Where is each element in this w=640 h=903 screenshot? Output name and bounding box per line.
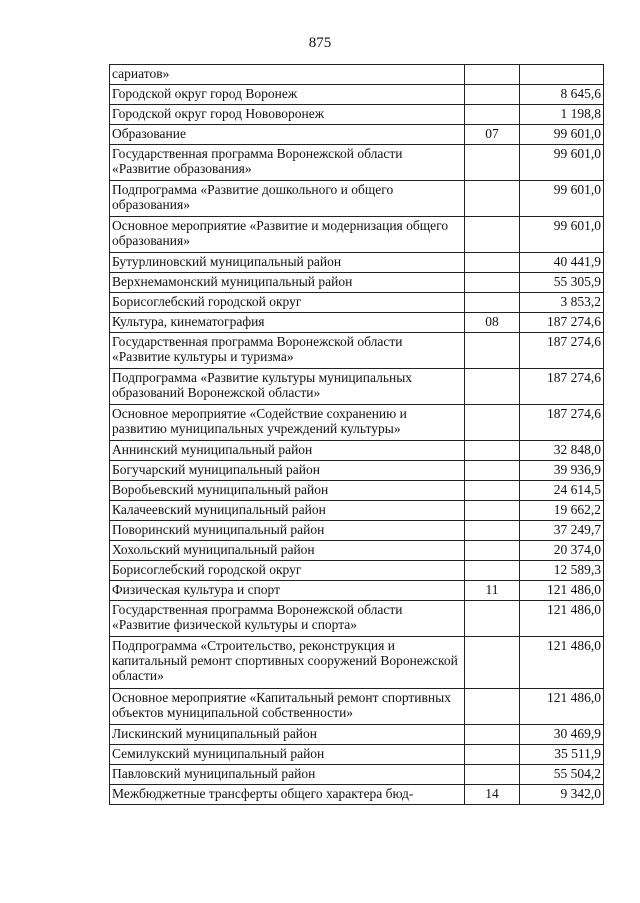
row-code <box>465 65 520 85</box>
table-row <box>110 333 604 369</box>
table-row <box>110 145 604 181</box>
page-number: 875 <box>308 35 332 51</box>
row-code <box>465 85 520 105</box>
table-row <box>110 181 604 217</box>
row-name: Павловский муниципальный район <box>110 765 465 785</box>
row-code <box>465 105 520 125</box>
row-name: Калачеевский муниципальный район <box>110 501 465 521</box>
row-amount: 99 601,0 <box>520 145 604 181</box>
row-amount: 32 848,0 <box>520 441 604 461</box>
row-name: Государственная программа Воронежской области «Развитие культуры и туризма» <box>110 333 465 369</box>
table-row <box>110 461 604 481</box>
row-code <box>465 521 520 541</box>
row-amount: 24 614,5 <box>520 481 604 501</box>
row-code <box>465 369 520 405</box>
table-row <box>110 745 604 765</box>
row-code <box>465 689 520 725</box>
row-amount: 187 274,6 <box>520 369 604 405</box>
row-name: Аннинский муниципальный район <box>110 441 465 461</box>
row-name: Верхнемамонский муниципальный район <box>110 273 465 293</box>
row-name: Физическая культура и спорт <box>110 581 465 601</box>
table-row <box>110 217 604 253</box>
row-amount: 187 274,6 <box>520 313 604 333</box>
row-code <box>465 501 520 521</box>
row-amount: 121 486,0 <box>520 601 604 637</box>
row-name: Основное мероприятие «Содействие сохранению и развитию муниципальных учреждений культуры» <box>110 405 465 441</box>
row-code <box>465 145 520 181</box>
row-name: Семилукский муниципальный район <box>110 745 465 765</box>
row-amount: 3 853,2 <box>520 293 604 313</box>
table-row <box>110 253 604 273</box>
table-row <box>110 601 604 637</box>
row-amount: 55 504,2 <box>520 765 604 785</box>
table-row <box>110 581 604 601</box>
row-name: Бутурлиновский муниципальный район <box>110 253 465 273</box>
row-amount: 121 486,0 <box>520 581 604 601</box>
table-row <box>110 637 604 689</box>
row-amount: 121 486,0 <box>520 637 604 689</box>
row-name: Богучарский муниципальный район <box>110 461 465 481</box>
table-row <box>110 765 604 785</box>
table-row <box>110 785 604 805</box>
row-amount: 30 469,9 <box>520 725 604 745</box>
table-row <box>110 441 604 461</box>
table-row <box>110 689 604 725</box>
row-amount: 187 274,6 <box>520 333 604 369</box>
row-amount: 187 274,6 <box>520 405 604 441</box>
table-row <box>110 369 604 405</box>
row-amount: 12 589,3 <box>520 561 604 581</box>
row-code <box>465 217 520 253</box>
table-row <box>110 125 604 145</box>
row-code <box>465 765 520 785</box>
budget-table <box>109 64 604 805</box>
row-amount: 20 374,0 <box>520 541 604 561</box>
table-row <box>110 725 604 745</box>
row-name: Борисоглебский городской округ <box>110 293 465 313</box>
row-name: Подпрограмма «Развитие дошкольного и общего образования» <box>110 181 465 217</box>
table-row <box>110 273 604 293</box>
row-name: Подпрограмма «Строительство, реконструкция и капитальный ремонт спортивных сооружений Воронежской области» <box>110 637 465 689</box>
row-code <box>465 461 520 481</box>
row-name: сариатов» <box>110 65 465 85</box>
table-row <box>110 85 604 105</box>
table-row <box>110 65 604 85</box>
row-code: 07 <box>465 125 520 145</box>
table-row <box>110 481 604 501</box>
row-code <box>465 293 520 313</box>
row-name: Воробьевский муниципальный район <box>110 481 465 501</box>
row-name: Культура, кинематография <box>110 313 465 333</box>
row-code <box>465 561 520 581</box>
row-code <box>465 405 520 441</box>
row-amount: 37 249,7 <box>520 521 604 541</box>
row-name: Государственная программа Воронежской области «Развитие образования» <box>110 145 465 181</box>
row-code <box>465 333 520 369</box>
row-amount: 1 198,8 <box>520 105 604 125</box>
row-amount: 55 305,9 <box>520 273 604 293</box>
table-row <box>110 105 604 125</box>
row-code <box>465 601 520 637</box>
row-code <box>465 481 520 501</box>
table-row <box>110 313 604 333</box>
row-code: 08 <box>465 313 520 333</box>
table-row <box>110 561 604 581</box>
row-name: Основное мероприятие «Капитальный ремонт спортивных объектов муниципальной собственности» <box>110 689 465 725</box>
row-amount: 99 601,0 <box>520 181 604 217</box>
row-code <box>465 637 520 689</box>
row-amount: 39 936,9 <box>520 461 604 481</box>
row-code <box>465 745 520 765</box>
row-amount <box>520 65 604 85</box>
row-name: Поворинский муниципальный район <box>110 521 465 541</box>
row-name: Основное мероприятие «Развитие и модернизация общего образования» <box>110 217 465 253</box>
row-code <box>465 181 520 217</box>
table-row <box>110 293 604 313</box>
row-code <box>465 725 520 745</box>
row-name: Государственная программа Воронежской области «Развитие физической культуры и спорта» <box>110 601 465 637</box>
row-name: Лискинский муниципальный район <box>110 725 465 745</box>
row-code <box>465 441 520 461</box>
table-row <box>110 541 604 561</box>
row-amount: 121 486,0 <box>520 689 604 725</box>
table-row <box>110 405 604 441</box>
row-code <box>465 253 520 273</box>
table-row <box>110 521 604 541</box>
row-name: Борисоглебский городской округ <box>110 561 465 581</box>
row-amount: 99 601,0 <box>520 125 604 145</box>
row-name: Межбюджетные трансферты общего характера бюд- <box>110 785 465 805</box>
row-amount: 19 662,2 <box>520 501 604 521</box>
row-code <box>465 273 520 293</box>
row-amount: 8 645,6 <box>520 85 604 105</box>
row-name: Образование <box>110 125 465 145</box>
row-amount: 99 601,0 <box>520 217 604 253</box>
table-row <box>110 501 604 521</box>
row-amount: 40 441,9 <box>520 253 604 273</box>
row-name: Городской округ город Воронеж <box>110 85 465 105</box>
row-code: 11 <box>465 581 520 601</box>
row-code <box>465 541 520 561</box>
row-name: Хохольский муниципальный район <box>110 541 465 561</box>
row-code: 14 <box>465 785 520 805</box>
row-amount: 35 511,9 <box>520 745 604 765</box>
row-name: Городской округ город Нововоронеж <box>110 105 465 125</box>
row-amount: 9 342,0 <box>520 785 604 805</box>
row-name: Подпрограмма «Развитие культуры муниципальных образований Воронежской области» <box>110 369 465 405</box>
